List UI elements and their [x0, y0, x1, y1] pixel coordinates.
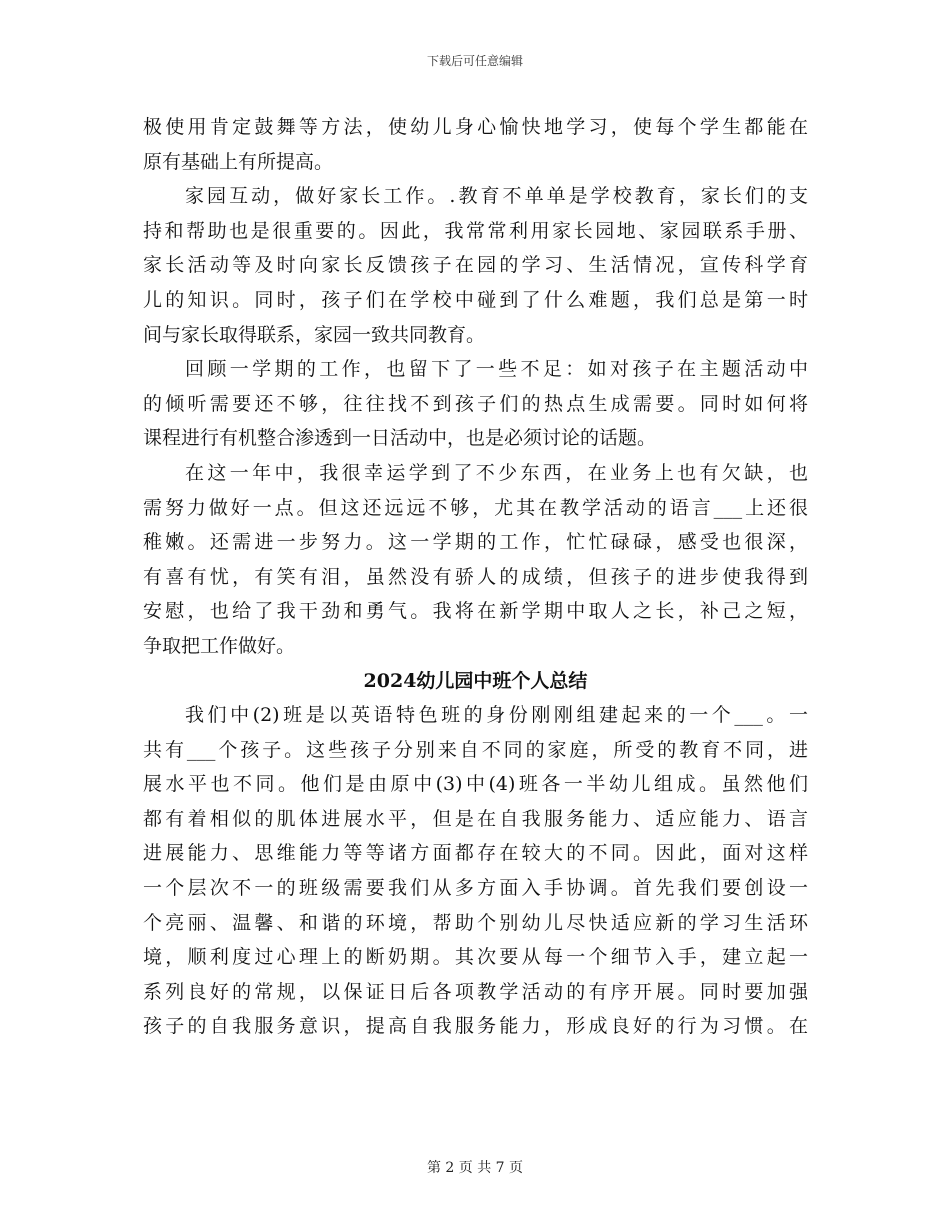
text-line: 个亮丽、温馨、和谐的环境，帮助个别幼儿尽快适应新的学习生活环	[143, 911, 808, 934]
text-line: 系列良好的常规，以保证日后各项教学活动的有序开展。同时要加强	[143, 980, 808, 1003]
text-line: 间与家长取得联系，家园一致共同教育。	[143, 323, 486, 346]
text-line: 都有着相似的肌体进展水平，但是在自我服务能力、适应能力、语言	[143, 807, 808, 830]
text-line: 需努力做好一点。但这还远远不够，尤其在教学活动的语言___上还很	[143, 496, 808, 519]
header-note: 下载后可任意编辑	[426, 54, 523, 68]
text-line: 一个层次不一的班级需要我们从多方面入手协调。首先我们要创设一	[143, 877, 808, 900]
paragraph	[143, 179, 808, 352]
page-footer: 第 2 页 共 7 页	[426, 1160, 524, 1176]
paragraph	[143, 352, 808, 456]
text-line: 稚嫩。还需进一步努力。这一学期的工作，忙忙碌碌，感受也很深，	[143, 531, 808, 554]
text-line: 孩子的自我服务意识，提高自我服务能力，形成良好的行为习惯。在	[143, 1015, 808, 1038]
paragraph	[143, 110, 808, 179]
text-line: 儿的知识。同时，孩子们在学校中碰到了什么难题，我们总是第一时	[143, 288, 808, 311]
text-line: 展水平也不同。他们是由原中(3)中(4)班各一半幼儿组成。虽然他们	[143, 773, 808, 796]
text-line: 课程进行有机整合渗透到一日活动中，也是必须讨论的话题。	[143, 427, 657, 450]
text-line: 有喜有忧，有笑有泪，虽然没有骄人的成绩，但孩子的进步使我得到	[143, 565, 808, 588]
text-line: 境，顺利度过心理上的断奶期。其次要从每一个细节入手，建立起一	[143, 946, 808, 969]
paragraph	[143, 456, 808, 664]
text-line: 我们中(2)班是以英语特色班的身份刚刚组建起来的一个___。一	[185, 704, 808, 727]
text-line: 争取把工作做好。	[143, 634, 296, 657]
text-line: 安慰，也给了我干劲和勇气。我将在新学期中取人之长，补己之短，	[143, 600, 808, 623]
document-body	[143, 110, 808, 1044]
text-line: 原有基础上有所提高。	[143, 150, 334, 173]
section-title: 2024幼儿园中班个人总结	[363, 669, 588, 692]
text-line: 进展能力、思维能力等等诸方面都存在较大的不同。因此，面对这样	[143, 842, 808, 865]
text-line: 回顾一学期的工作，也留下了一些不足：如对孩子在主题活动中	[185, 358, 808, 381]
text-line: 家长活动等及时向家长反馈孩子在园的学习、生活情况，宣传科学育	[143, 254, 808, 277]
text-line: 家园互动，做好家长工作。.教育不单单是学校教育，家长们的支	[185, 185, 808, 208]
text-line: 持和帮助也是很重要的。因此，我常常利用家长园地、家园联系手册、	[143, 219, 808, 242]
text-line: 极使用肯定鼓舞等方法，使幼儿身心愉快地学习，使每个学生都能在	[143, 116, 808, 138]
paragraph	[143, 698, 808, 1044]
text-line: 在这一年中，我很幸运学到了不少东西，在业务上也有欠缺，也	[185, 461, 808, 484]
text-line: 的倾听需要还不够，往往找不到孩子们的热点生成需要。同时如何将	[143, 392, 808, 415]
text-line: 共有___个孩子。这些孩子分别来自不同的家庭，所受的教育不同，进	[143, 738, 808, 761]
